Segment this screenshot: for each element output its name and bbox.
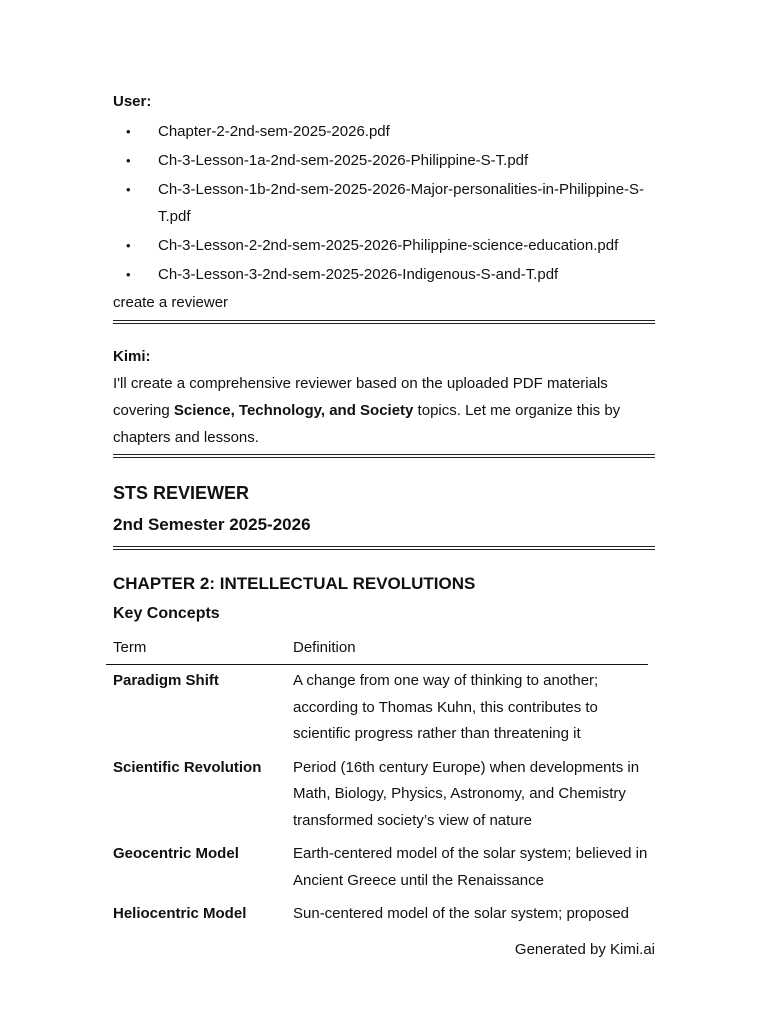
footer-credit: Generated by Kimi.ai	[514, 941, 655, 958]
chapter-title: CHAPTER 2: INTELLECTUAL REVOLUTIONS	[113, 574, 476, 593]
file-list-item	[113, 147, 655, 174]
file-list-item	[113, 176, 655, 230]
bullet-icon: •	[126, 182, 131, 197]
kimi-label: Kimi:	[113, 348, 151, 365]
bullet-icon: •	[126, 124, 131, 139]
kimi-intro	[113, 370, 643, 451]
column-header-definition: Definition	[286, 630, 648, 665]
definition-cell: Period (16th century Europe) when developments in Math, Biology, Physics, Astronomy, and Chemistry transformed society’s view of nature	[293, 758, 640, 829]
bullet-icon: •	[126, 238, 131, 253]
table-row	[106, 898, 648, 932]
file-name: Ch-3-Lesson-2-2nd-sem-2025-2026-Philippine-science-education.pdf	[158, 237, 619, 254]
term-cell: Paradigm Shift	[113, 672, 219, 689]
term-cell: Heliocentric Model	[113, 905, 247, 922]
term-cell: Geocentric Model	[113, 845, 239, 862]
file-name: Ch-3-Lesson-1b-2nd-sem-2025-2026-Major-personalities-in-Philippine-S-T.pdf	[158, 181, 645, 225]
section-divider	[113, 454, 655, 458]
column-header-term: Term	[106, 630, 286, 665]
term-cell: Scientific Revolution	[113, 758, 262, 776]
bullet-icon: •	[126, 267, 131, 282]
reviewer-title: STS REVIEWER	[113, 483, 250, 503]
table-row	[106, 838, 648, 898]
file-name: Chapter-2-2nd-sem-2025-2026.pdf	[158, 123, 390, 140]
kimi-intro-emphasis: Science, Technology, and Society	[173, 402, 414, 419]
file-list-item	[113, 232, 655, 259]
bullet-icon: •	[126, 153, 131, 168]
table-row	[106, 665, 648, 752]
table-header-row	[106, 630, 648, 665]
kimi-intro-text-end: topics. Let me organize this by chapters and lessons.	[113, 402, 621, 446]
section-divider	[113, 546, 655, 550]
section-title: Key Concepts	[113, 605, 220, 622]
kimi-intro-text: I'll create a comprehensive reviewer based on the uploaded PDF materials covering	[113, 375, 608, 419]
file-list-item	[113, 118, 655, 145]
definition-cell: Sun-centered model of the solar system; proposed	[293, 905, 630, 922]
file-name: Ch-3-Lesson-1a-2nd-sem-2025-2026-Philippine-S-T.pdf	[158, 152, 529, 169]
user-label: User:	[113, 93, 152, 110]
definition-cell: A change from one way of thinking to another; according to Thomas Kuhn, this contributes to scientific progress rather than threatening it	[293, 672, 599, 742]
user-prompt: create a reviewer	[113, 294, 229, 311]
definition-cell: Earth-centered model of the solar system; believed in Ancient Greece until the Renaissance	[293, 845, 648, 889]
table-row	[106, 752, 648, 839]
key-concepts-table	[106, 630, 648, 932]
section-divider	[113, 320, 655, 324]
document-page	[113, 0, 655, 1024]
file-list-item	[113, 261, 655, 288]
uploaded-files-list	[113, 118, 655, 290]
file-name: Ch-3-Lesson-3-2nd-sem-2025-2026-Indigenous-S-and-T.pdf	[158, 266, 559, 283]
reviewer-subtitle: 2nd Semester 2025-2026	[113, 515, 311, 534]
